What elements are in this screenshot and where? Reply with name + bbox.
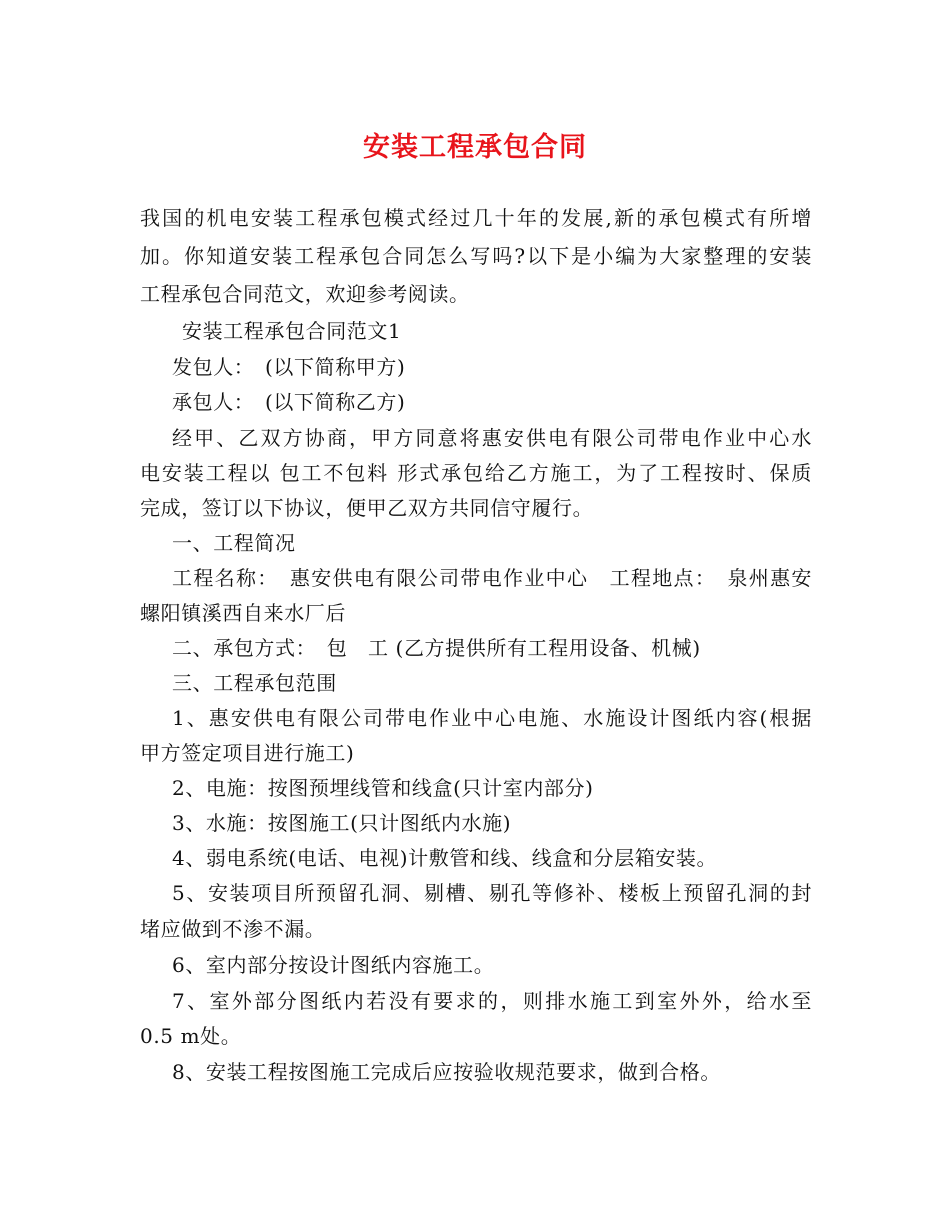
- list-item: 6、室内部分按设计图纸内容施工。: [172, 953, 495, 977]
- paragraph-line: 经甲、乙双方协商，甲方同意将惠安供电有限公司带电作业中心水: [172, 426, 812, 450]
- list-item-continuation: 甲方签定项目进行施工): [140, 741, 355, 765]
- paragraph-line: 加。你知道安装工程承包合同怎么写吗?以下是小编为大家整理的安装: [140, 244, 812, 268]
- section-heading: 二、承包方式： 包 工 (乙方提供所有工程用设备、机械): [172, 636, 701, 660]
- party-line: 承包人： (以下简称乙方): [172, 390, 406, 414]
- list-item: 2、电施：按图预埋线管和线盒(只计室内部分): [172, 776, 594, 800]
- section-heading: 三、工程承包范围: [172, 671, 337, 695]
- list-item-continuation: 堵应做到不渗不漏。: [140, 917, 326, 941]
- list-item-continuation: 0.5 m处。: [140, 1024, 242, 1048]
- list-item: 5、安装项目所预留孔洞、剔槽、剔孔等修补、楼板上预留孔洞的封: [172, 881, 812, 905]
- paragraph-line: 工程名称： 惠安供电有限公司带电作业中心 工程地点： 泉州惠安: [172, 566, 812, 590]
- party-line: 发包人： (以下简称甲方): [172, 355, 406, 379]
- section-heading: 一、工程简况: [172, 531, 296, 555]
- section-heading: 安装工程承包合同范文1: [182, 319, 402, 343]
- paragraph-line: 我国的机电安装工程承包模式经过几十年的发展,新的承包模式有所增: [140, 206, 812, 230]
- list-item: 3、水施：按图施工(只计图纸内水施): [172, 811, 512, 835]
- paragraph-line: 工程承包合同范文，欢迎参考阅读。: [140, 282, 470, 306]
- paragraph-line: 电安装工程以 包工不包料 形式承包给乙方施工，为了工程按时、保质: [140, 461, 812, 485]
- document-title: 安装工程承包合同: [363, 132, 587, 163]
- list-item: 8、安装工程按图施工完成后应按验收规范要求，做到合格。: [172, 1060, 721, 1084]
- list-item: 1、惠安供电有限公司带电作业中心电施、水施设计图纸内容(根据: [172, 706, 812, 730]
- list-item: 7、室外部分图纸内若没有要求的，则排水施工到室外外，给水至: [172, 989, 812, 1013]
- paragraph-line: 螺阳镇溪西自来水厂后: [140, 601, 346, 625]
- list-item: 4、弱电系统(电话、电视)计敷管和线、线盒和分层箱安装。: [172, 846, 718, 870]
- paragraph-line: 完成，签订以下协议，便甲乙双方共同信守履行。: [140, 496, 594, 520]
